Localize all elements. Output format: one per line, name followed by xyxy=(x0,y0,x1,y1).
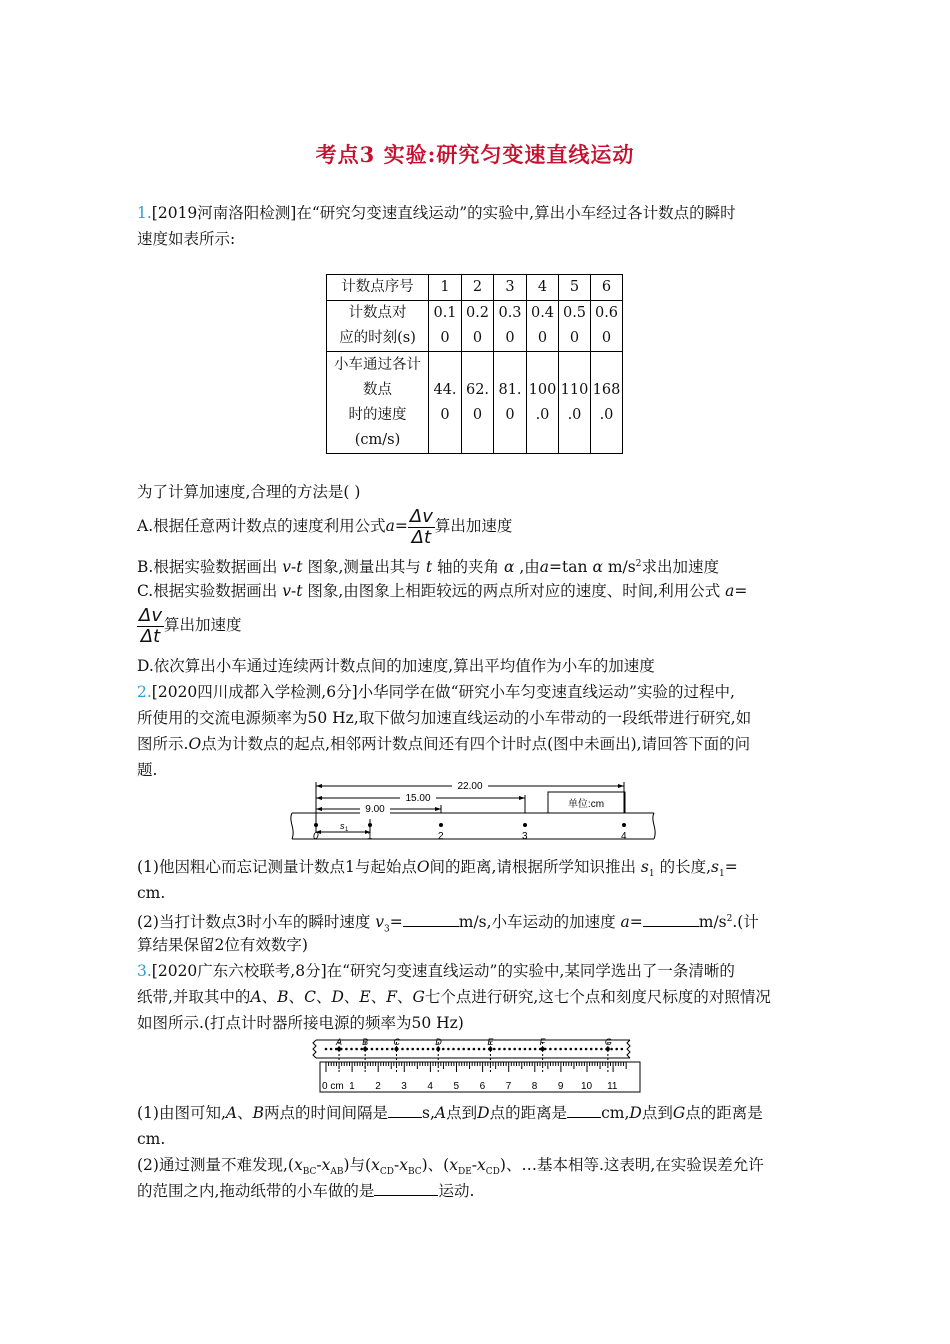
tape-dot xyxy=(473,1048,476,1051)
q2-line-2: 所使用的交流电源频率为50 Hz,取下做匀加速直线运动的小车带动的一段纸带进行研究,如 xyxy=(137,709,752,727)
label-9: 9.00 xyxy=(365,804,385,815)
tape-dot xyxy=(524,1048,527,1051)
tape-dot xyxy=(417,1048,420,1051)
q1-option-c-cont: $\frac{\Delta v}{\Delta t}$ 算出加速度 xyxy=(139,604,242,647)
answer-blank-a[interactable] xyxy=(643,926,699,927)
q1-line-1: 1.[2019河南洛阳检测]在“研究匀变速直线运动”的实验中,算出小车经过各计数点的瞬时 xyxy=(137,204,736,222)
answer-blank-ad[interactable] xyxy=(567,1117,601,1118)
tape-dot xyxy=(615,1048,618,1051)
tape-dot xyxy=(447,1048,450,1051)
ruler-label: 2 xyxy=(375,1081,381,1092)
point-label-1: 1 xyxy=(367,831,373,842)
tape-dot xyxy=(621,1048,624,1051)
label-s1: s xyxy=(340,821,345,831)
tape-dot xyxy=(534,1048,537,1051)
point-label-0: 0 xyxy=(313,831,319,842)
tape-dot xyxy=(503,1048,506,1051)
tape-dot xyxy=(529,1048,532,1051)
tape-dot xyxy=(610,1048,613,1051)
tape-dot xyxy=(585,1048,588,1051)
q1-line-2: 速度如表所示: xyxy=(137,230,236,248)
tape-dot xyxy=(422,1048,425,1051)
q3-line-1: 3.[2020广东六校联考,8分]在“研究匀变速直线运动”的实验中,某同学选出了一条清晰的 xyxy=(137,962,735,980)
tape-dot xyxy=(401,1048,404,1051)
count-point-label: A xyxy=(336,1037,343,1047)
ruler-label: 3 xyxy=(401,1081,407,1092)
fraction-dv-dt: $\frac{\Delta v}{\Delta t}$ xyxy=(139,604,162,647)
tape-dot xyxy=(462,1048,465,1051)
q2-line-4: 题. xyxy=(137,761,158,779)
tape-dot xyxy=(345,1048,348,1051)
ruler-label: 4 xyxy=(427,1081,433,1092)
tape-dot xyxy=(478,1048,481,1051)
tape-dot xyxy=(350,1048,353,1051)
ruler-label: 10 xyxy=(581,1081,593,1092)
point-label-2: 2 xyxy=(438,831,444,842)
svg-text:1: 1 xyxy=(345,827,349,833)
label-15: 15.00 xyxy=(405,793,431,804)
tape-dot xyxy=(564,1048,567,1051)
q1-option-a: A.根据任意两计数点的速度利用公式a= $\frac{\Delta v}{\Delta t}$ 算出加速度 xyxy=(137,505,513,548)
tape-dot xyxy=(360,1048,363,1051)
tape-dot xyxy=(468,1048,471,1051)
tape-dot xyxy=(575,1048,578,1051)
q1-velocity-table: 计数点序号 1 2 3 4 5 6 计数点对 应的时刻(s) 0.1 0 0.2 0 0.3 0 0.4 0 0.5 0 0.6 0 小车通过各计 数点 时的速度 (cm/s) 44. 0 62. 0 81. 0 100 .0 110 .0 168 .0 xyxy=(326,274,623,454)
tape-dot xyxy=(355,1048,358,1051)
tape-dot xyxy=(386,1048,389,1051)
fraction-dv-dt: $\frac{\Delta v}{\Delta t}$ xyxy=(409,505,433,548)
q1-option-b: B.根据实验数据画出 v-t 图象,测量出其与 t 轴的夹角 α ,由a=tan α $m/s^2$求出加速度 xyxy=(137,558,719,577)
q3-line-2: 纸带,并取其中的A、B、C、D、E、F、G七个点进行研究,这七个点和刻度尺标度的对照情况 xyxy=(137,988,771,1006)
count-point-label: G xyxy=(604,1037,612,1047)
q1-option-d: D.依次算出小车通过连续两计数点间的加速度,算出平均值作为小车的加速度 xyxy=(137,657,655,675)
count-point-label: C xyxy=(393,1037,400,1047)
ruler-label: 7 xyxy=(505,1081,512,1092)
count-point-label: E xyxy=(487,1037,494,1047)
tape-dot xyxy=(519,1048,522,1051)
q2-part-2: (2)当打计数点3时小车的瞬时速度 $v_3= m/s$,小车运动的加速度 $a= m/s^2$.(计 xyxy=(137,913,759,935)
tape-dot xyxy=(442,1048,445,1051)
unit-label: 单位:cm xyxy=(567,799,605,810)
count-point-label: B xyxy=(362,1037,369,1047)
tape-dot xyxy=(432,1048,435,1051)
ruler-label: 8 xyxy=(531,1081,538,1092)
tape-dot xyxy=(330,1048,333,1051)
label-22: 22.00 xyxy=(457,781,483,792)
tape-dot xyxy=(411,1048,414,1051)
answer-blank-interval[interactable] xyxy=(388,1117,422,1118)
q2-number: 2. xyxy=(137,683,152,701)
tape-dot xyxy=(406,1048,409,1051)
point-label-3: 3 xyxy=(522,831,528,842)
tape-dot xyxy=(570,1048,573,1051)
point-label-4: 4 xyxy=(621,831,627,842)
count-point-label: D xyxy=(435,1037,442,1047)
table-row: 计数点对 应的时刻(s) 0.1 0 0.2 0 0.3 0 0.4 0 0.5 0 0.6 0 xyxy=(327,301,623,352)
tape-dot xyxy=(508,1048,511,1051)
ruler-label: 1 xyxy=(349,1081,355,1092)
tape-dot xyxy=(325,1048,328,1051)
q3-part-2: (2)通过测量不难发现$,(x_{BC}-x_{AB})$与$(x_{CD}-x_{BC})$、$(x_{DE}-x_{CD})$、…基本相等.这表明,在实验误差允许 xyxy=(137,1156,764,1178)
q1-number: 1. xyxy=(137,204,152,222)
ruler-label: 0 cm xyxy=(322,1081,344,1092)
tape-dot xyxy=(595,1048,598,1051)
tape-dot xyxy=(457,1048,460,1051)
ruler-label: 9 xyxy=(557,1081,564,1092)
tape-dot xyxy=(391,1048,394,1051)
answer-blank-v3[interactable] xyxy=(403,926,459,927)
count-point-0 xyxy=(314,823,318,827)
tape-dot xyxy=(590,1048,593,1051)
tape-dot xyxy=(452,1048,455,1051)
q2-paper-tape-figure xyxy=(286,773,662,845)
tape-dot xyxy=(381,1048,384,1051)
tape-dot xyxy=(600,1048,603,1051)
tape-dot xyxy=(376,1048,379,1051)
q3-part-1-cont: cm. xyxy=(137,1130,166,1148)
count-point-1 xyxy=(368,823,372,827)
q3-part-2-cont: 的范围之内,拖动纸带的小车做的是 运动. xyxy=(137,1182,475,1200)
q3-part-1: (1)由图可知,A、B两点的时间间隔是 s,A点到D点的距离是 cm,D点到G点的距离是 xyxy=(137,1104,763,1122)
q1-stem: 为了计算加速度,合理的方法是( ) xyxy=(137,483,361,501)
ruler-label: 11 xyxy=(607,1081,618,1092)
count-point-3 xyxy=(523,823,527,827)
tape-dot xyxy=(513,1048,516,1051)
q2-part-2-cont: 算结果保留2位有效数字) xyxy=(137,936,308,954)
tape-dot xyxy=(549,1048,552,1051)
count-point-label: F xyxy=(539,1037,546,1047)
q3-number: 3. xyxy=(137,962,152,980)
count-point-4 xyxy=(622,823,626,827)
tape-dot xyxy=(580,1048,583,1051)
q2-line-1: 2.[2020四川成都入学检测,6分]小华同学在做“研究小车匀变速直线运动”实验的过程中, xyxy=(137,683,735,701)
q2-part-1-cont: cm. xyxy=(137,884,166,902)
q3-line-3: 如图所示.(打点计时器所接电源的频率为50 Hz) xyxy=(137,1014,464,1032)
q3-tape-and-ruler-figure xyxy=(308,1036,648,1094)
tape-dot xyxy=(427,1048,430,1051)
tape-dot xyxy=(493,1048,496,1051)
table-row: 小车通过各计 数点 时的速度 (cm/s) 44. 0 62. 0 81. 0 100 .0 110 .0 168 .0 xyxy=(327,352,623,454)
tape-dot xyxy=(483,1048,486,1051)
ruler-label: 6 xyxy=(479,1081,486,1092)
q2-part-1: (1)他因粗心而忘记测量计数点1与起始点O间的距离,请根据所学知识推出 $s_1$ 的长度$,s_1=$ xyxy=(137,858,738,880)
tape-dot xyxy=(554,1048,557,1051)
q1-option-c: C.根据实验数据画出 v-t 图象,由图象上相距较远的两点所对应的速度、时间,利用公式 a= xyxy=(137,582,748,600)
tape-dot xyxy=(371,1048,374,1051)
count-point-2 xyxy=(439,823,443,827)
tape-dot xyxy=(498,1048,501,1051)
tape-dot xyxy=(559,1048,562,1051)
answer-blank-motion[interactable] xyxy=(374,1195,438,1196)
page-title: 考点3 实验:研究匀变速直线运动 xyxy=(315,142,635,167)
q2-line-3: 图所示.O点为计数点的起点,相邻两计数点间还有四个计时点(图中未画出),请回答下面的问 xyxy=(137,735,751,753)
ruler-label: 5 xyxy=(453,1081,460,1092)
